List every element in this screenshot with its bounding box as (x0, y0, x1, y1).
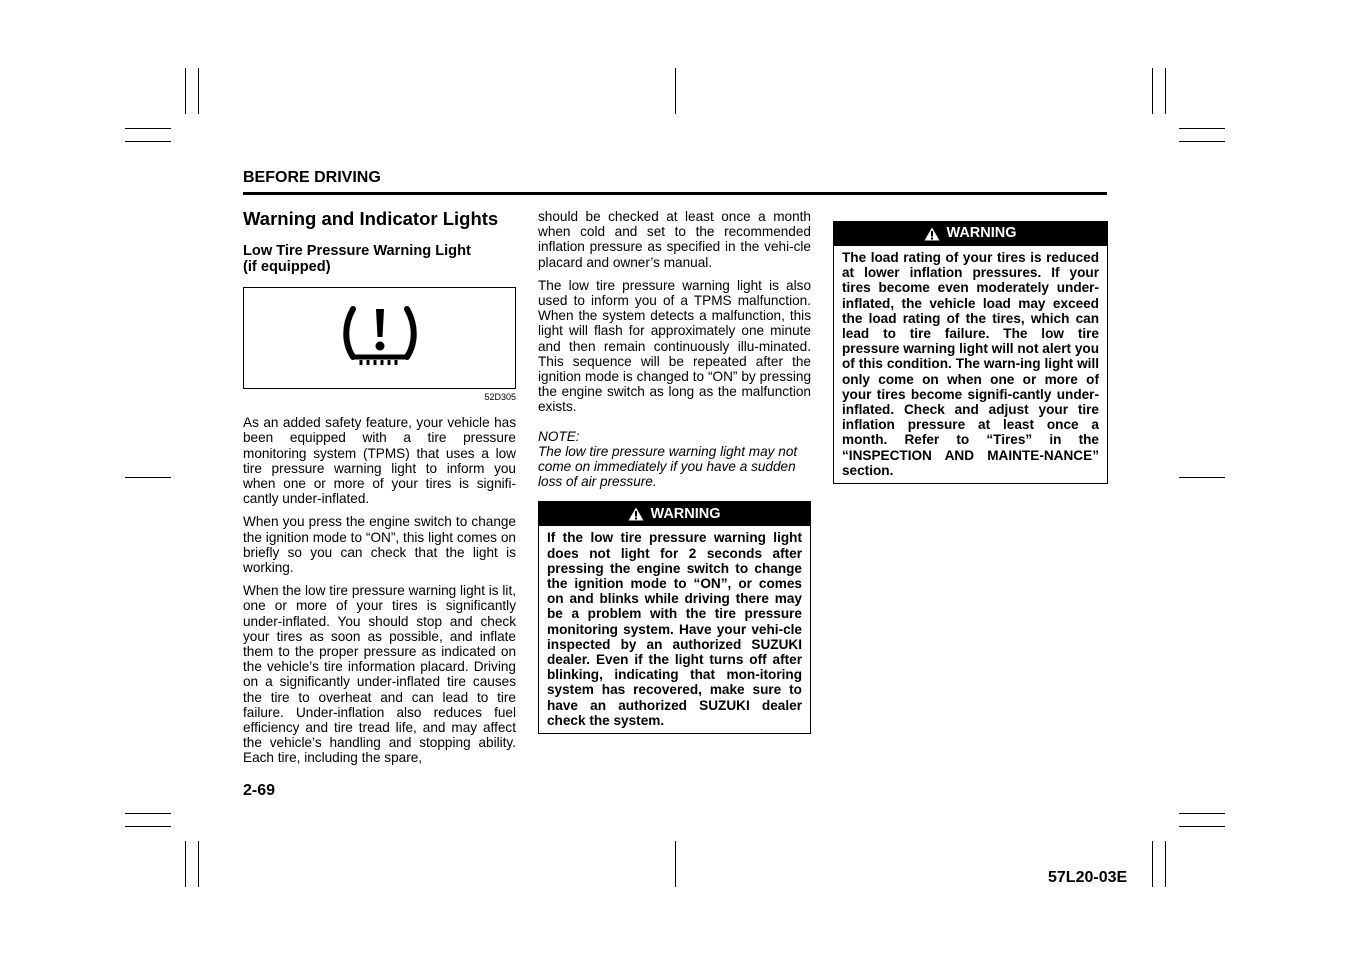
middle-column (538, 209, 811, 734)
header-rule (243, 192, 1107, 195)
note-text: The low tire pressure warning light may not come on immediately if you have a sudden loss of air pressure. (538, 443, 798, 490)
note-label: NOTE: (538, 428, 580, 444)
right-column (833, 221, 1108, 484)
paragraph: The low tire pressure warning light is also used to inform you of a TPMS malfunction. When the system detects a malfunction, this light will flash for approximately one minute and then remain continuously illu-minated. This sequence will be repeated after the ignition mode is changed to “ON” by pressing the engine switch as long as the malfunction exists. (538, 277, 811, 415)
warning-header (834, 222, 1107, 246)
page-number: 2-69 (243, 782, 276, 799)
warning-title: WARNING (650, 505, 721, 522)
figure-box (243, 287, 516, 389)
document-code: 57L20-03E (1048, 869, 1128, 886)
warning-text: The load rating of your tires is reduced at lower inflation pressures. If your tires become even moderately under-inflated, the vehicle load may exceed the load rating of the tires, which can lead to tire failure. The low tire pressure warning light will not alert you of this condition. The warn-ing light will only come on when one or more of your tires become signifi-cantly under-inflated. Check and adjust your tire inflation pressure at least once a month. Refer to “Tires” in the “INSPECTION AND MAINTE-NANCE” section. (842, 250, 1099, 478)
paragraph: When you press the engine switch to change the ignition mode to “ON”, this light comes on briefly so you can check that the light is working. (243, 514, 516, 576)
warning-box (833, 221, 1108, 484)
tire-pressure-warning-icon (343, 303, 417, 373)
subsection-title: Low Tire Pressure Warning Light (if equipped) (243, 243, 471, 275)
paragraph: should be checked at least once a month when cold and set to the recommended inflation pressure as specified in the vehi-cle placard and owner’s manual. (538, 209, 811, 270)
figure-code: 52D305 (484, 392, 516, 402)
warning-box (538, 501, 811, 734)
warning-title: WARNING (946, 225, 1017, 242)
warning-triangle-icon (628, 507, 644, 521)
section-header: BEFORE DRIVING (243, 169, 381, 186)
warning-header (539, 502, 810, 526)
section-title: Warning and Indicator Lights (243, 208, 499, 229)
warning-text: If the low tire pressure warning light does not light for 2 seconds after pressing the engine switch to change the ignition mode to “ON”, or comes on and blinks while driving there may be a problem with the tire pressure monitoring system. Have your vehi-cle inspected by an authorized SUZUKI dealer. Even if the light turns off after blinking, indicating that mon-itoring system has recovered, make sure to have an authorized SUZUKI dealer check the system. (547, 530, 802, 728)
paragraph: As an added safety feature, your vehicle has been equipped with a tire pressure monitoring system (TPMS) that uses a low tire pressure warning light to inform you when one or more of your tires is signifi-cantly under-inflated. (243, 415, 516, 507)
paragraph: When the low tire pressure warning light is lit, one or more of your tires is significantly under-inflated. You should stop and check your tires as soon as possible, and inflate them to the proper pressure as indicated on the vehicle’s tire information placard. Driving on a significantly under-inflated tire causes the tire to overheat and can lead to tire failure. Under-inflation also reduces fuel efficiency and tire tread life, and may affect the vehicle’s handling and stopping ability. Each tire, including the spare, (243, 583, 516, 766)
warning-triangle-icon (924, 227, 940, 241)
left-column (243, 208, 516, 774)
